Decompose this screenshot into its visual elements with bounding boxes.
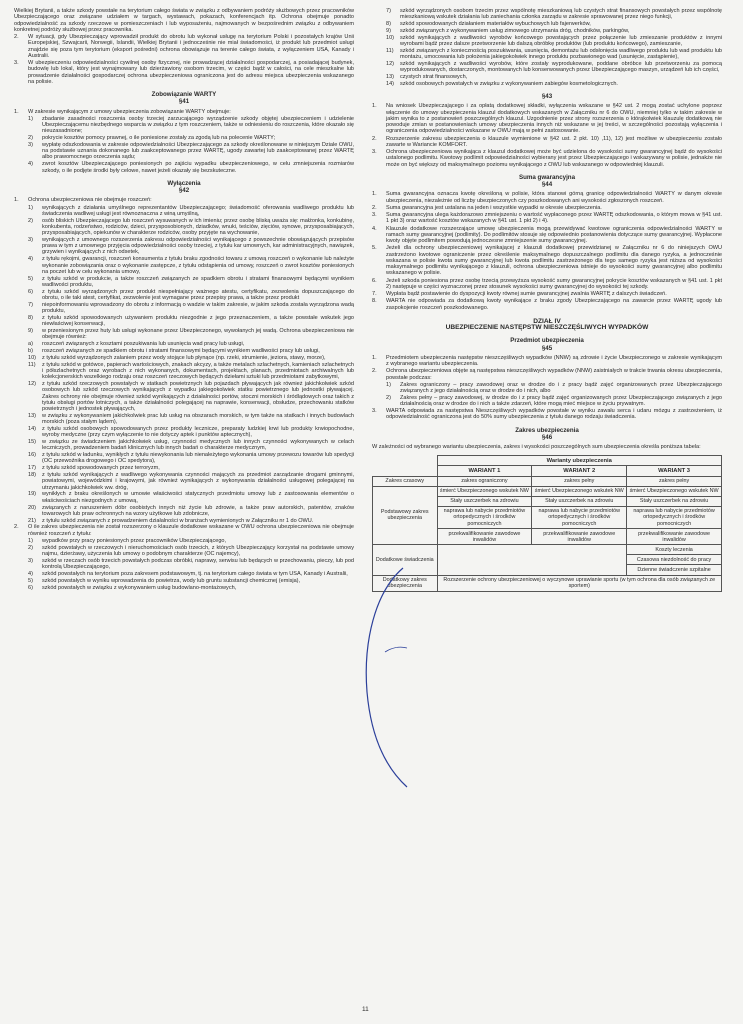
handwritten-annotation: [355, 562, 415, 792]
list-item: [372, 245, 722, 276]
item-number: 7.: [372, 291, 377, 298]
sub-item: [14, 315, 354, 328]
sub-item: [372, 35, 722, 48]
sub-number: 14): [386, 80, 395, 87]
list-item: [372, 212, 722, 225]
sub-text: zwrot kosztów Ubezpieczającego poniesionych po zajściu wypadku ubezpieczeniowego, w celu zmniejszenia rozmiarów szkody, o ile podjęte środki były celowe, nawet jeżeli okazały się bezskuteczne.: [42, 161, 354, 174]
item-number: 1.: [14, 197, 19, 204]
item-text: Suma gwarancyjna oznacza kwotę określoną w polisie, która stanowi górną granicę odpowiedzialności WARTY w danym okresie ubezpieczenia, niezależnie od liczby ubezpieczonych czy poszkodowanych ani wysokości zgłoszonych roszczeń.: [386, 191, 722, 204]
item-number: 3.: [372, 408, 377, 415]
sub-text: z tytułu szkód rzeczowych powstałych w statkach powietrznych lub pojazdach pływających jak również jakichkolwiek szkód osobowych lub szkód rzeczowych wynikających z wypadku jakiegokolwiek statku powietrznego lub jednostki pływającej. Zakres ochrony nie obejmuje również szkód wynikających z działalności portów, stoczni morskich i śródlądowych oraz takich z tytułu obsługi portów lotniczych, a także działalności polegającej na naprawie, konserwacji, obsłudze, przechowaniu statków powietrznych i jednostek pływających,: [42, 381, 354, 412]
sub-number: 12): [386, 60, 395, 67]
sub-number: 5): [28, 577, 33, 584]
item-text: W zakresie wynikającym z umowy ubezpieczenia zobowiązanie WARTY obejmuje:: [28, 108, 231, 115]
sub-text: wypłatę odszkodowania w zakresie odpowiedzialności Ubezpieczającego za szkody określonowane w niniejszym Dziale OWU, na podstawie uznania dokonanego lub zaakceptowanego przez WARTĘ, ugody zawartej lub zaakceptowanej przez WARTĘ albo prawomocnego orzeczenia sądu;: [42, 141, 354, 161]
sub-number: 19): [28, 491, 37, 498]
sub-item: [14, 256, 354, 275]
sub-number: 12): [28, 381, 37, 387]
sub-item: [14, 538, 354, 544]
sub-text: szkód związanych z koniecznością poszukiwania, usunięcia, demontażu lub odsłonięcia wadliwego produktu lub wad produktu lub montażu, umocowania lub położenia jakiegokolwiek innego produktu pozbawionego wad (usunięcie, zastąpienie),: [400, 47, 722, 61]
item-text: W ubezpieczeniu odpowiedzialności cywilnej osoby fizycznej, nie prowadzącej działalności gospodarczej, a posiadającej budynek, budowlę lub lokal, który jest wynajmowany lub dzierżawiony osobom trzecim, w części bądź w całości, na cele mieszkalne lub prowadzenie działalności gospodarczej ochrona ubezpieczeniowa ograniczona jest do adresu miejsca ubezpieczenia wskazanego na polisie.: [28, 60, 354, 85]
sub-number: 7): [28, 301, 33, 308]
sub-text: szkód powstałych w wyniku wprowadzenia do powietrza, wody lub gruntu substancji chemicznej (emisja),: [42, 577, 301, 584]
row-label: Podstawowy zakres ubezpieczenia: [373, 486, 438, 545]
table-cell: zakres pełny: [627, 476, 722, 486]
list-item: [372, 136, 722, 149]
item-text: Jeżeli dla ochrony ubezpieczeniowej wynikającej z klauzuli dodatkowej przewidzianej w Załączniku nr 6 do niniejszych OWU zastrzeżono kwotowe ograniczenie przez określenie maksymalnego dopuszczalnego podlimitu dla danego ryzyka, a jednocześnie wskazana w polisie kwota sumy gwarancyjnej lub kwota podlimitu zastrzeżonego dla tego samego ryzyka jest niższa od wysokości maksymalnego podlimitu wynikającego z klauzuli, ochrona ubezpieczeniowa istnieje do wysokości sumy gwarancyjnej albo podlimitu wskazanego w polisie.: [386, 245, 722, 277]
sub-number: a): [28, 341, 33, 348]
sub-item: [14, 545, 354, 558]
table-empty-cell: [437, 565, 627, 575]
item-number: 2.: [372, 368, 377, 375]
sub-item: [14, 558, 354, 571]
sub-text: pokrycie kosztów pomocy prawnej, o ile poniesione zostały za zgodą lub na polecenie WARTY;: [42, 135, 276, 142]
item-text: Przedmiotem ubezpieczenia następstw nieszczęśliwych wypadków (NNW) są zdrowie i życie Ubezpieczonego w zakresie wynikającym z wybranego wariantu ubezpieczenia.: [386, 354, 722, 368]
sub-number: 10): [28, 354, 37, 361]
page-number: 11: [362, 1006, 369, 1013]
row-label: Zakres czasowy: [373, 476, 438, 486]
variants-group-header: Warianty ubezpieczenia: [437, 456, 722, 466]
sub-item: [372, 21, 722, 27]
item-text: O ile zakres ubezpieczenia nie został rozszerzony o klauzule dodatkowe wskazane w OWU ochrona ubezpieczeniowa nie obejmuje również roszczeń z tytułu:: [28, 524, 354, 537]
sub-number: 11): [28, 361, 36, 368]
sub-number: 4): [28, 570, 33, 577]
sub-text: w związku ze świadczeniem jakichkolwiek usług, czynności medycznych lub innych czynności wykonywanych w celach leczniczych, prowadzeniem badań klinicznych lub innych badań o charakterze medycznym,: [42, 439, 354, 452]
sub-number: 15): [28, 439, 37, 446]
table-cell: przekwalifikowanie zawodowe inwalidów: [437, 529, 532, 545]
list-item: [372, 355, 722, 368]
table-cell: Rozszerzenie ochrony ubezpieczeniowej o wyczynowe uprawianie sportu (w tym ochrona dla osób związanych ze sportem): [437, 575, 722, 591]
sub-number: 9): [386, 27, 391, 34]
sub-item: [14, 348, 354, 354]
sub-item: [14, 218, 354, 237]
sub-item: [14, 341, 354, 347]
sub-text: z tytułu szkód związanych z prowadzeniem działalności w branżach wymienionych w Załączniku nr 1 do OWU.: [42, 517, 314, 524]
sub-text: w przeniesionym przez huty lub usługi wykonane przez Ubezpieczonego, wywołanych jej wadą. Ochrona ubezpieczeniowa nie obejmuje również:: [42, 328, 354, 341]
table-cell: zakres ograniczony: [437, 476, 532, 486]
list-item: [372, 368, 722, 381]
sub-item: [14, 571, 354, 577]
sub-item: [14, 585, 354, 591]
sub-text: szkód spowodowanych działaniem materiałów wybuchowych lub fajerwerków,: [400, 21, 591, 28]
sub-text: z tytułu szkód w produkcie, a także roszczeń związanych ze spadkiem obrotu i stratami finansowymi będącymi wynikiem wadliwości produktu,: [42, 275, 354, 288]
table-cell: przekwalifikowanie zawodowe inwalidów: [627, 529, 722, 545]
sub-item: [14, 452, 354, 465]
sub-number: 3): [28, 557, 33, 564]
sub-item: [14, 328, 354, 341]
item-text: Ochrona ubezpieczeniowa objęte są następstwa nieszczęśliwych wypadków (NNW) zaistniałych w trakcie trwania okresu ubezpieczenia, powstałe podczas:: [386, 368, 722, 381]
sub-number: 1): [386, 381, 391, 388]
table-cell: Stały uszczerbek na zdrowiu: [532, 496, 627, 506]
sub-text: szkód osobowych powstałych w związku z wykonywaniem zabiegów kosmetologicznych.: [400, 80, 618, 87]
sub-item: [14, 362, 354, 381]
sub-number: 2): [28, 544, 33, 551]
item-number: 1.: [372, 103, 377, 110]
item-number: 3.: [372, 212, 377, 219]
item-number: 5.: [372, 245, 377, 252]
sub-item: [14, 413, 354, 426]
table-cell: śmierć Ubezpieczonego wskutek NW: [627, 486, 722, 496]
table-cell: Stały uszczerbek na zdrowiu: [627, 496, 722, 506]
sub-number: 21): [28, 517, 37, 524]
item-number: 1.: [14, 108, 19, 115]
sub-text: z tytułu szkód wynikających z wadliwego wykonywania czynności mających za przedmiot zarządzanie drogami gminnymi, powiatowymi, wojewódzkimi i krajowymi, jak również wynikających z wykonywania działalności usługowej polegającej na utrzymaniu jakichkolwiek ww. dróg,: [42, 472, 354, 491]
item-number: 3.: [372, 149, 377, 156]
section-title: Przedmiot ubezpieczenia: [510, 337, 584, 345]
section-number: §44: [541, 181, 553, 189]
chapter-title: UBEZPIECZENIE NASTĘPSTW NIESZCZĘŚLIWYCH WYPADKÓW: [445, 324, 649, 332]
list-item: [372, 278, 722, 291]
sub-text: szkód wynikających z wadliwości wyrobów, które zostały wyprodukowane, poddane obróbce lub przetworzeniu za pomocą wyprodukowanych, dostarczonych, montowanych lub konserwowanych przez Ubezpieczającego maszyn, urządzeń lub ich części,: [400, 60, 722, 74]
list-item: [14, 109, 354, 115]
variant-1-header: WARIANT 1: [437, 466, 532, 476]
table-empty-cell: [437, 555, 627, 565]
sub-item: [372, 395, 722, 408]
sub-number: 13): [386, 74, 395, 81]
section-title: Suma gwarancyjna: [518, 173, 576, 181]
sub-text: szkód wynikających z wadliwości wyrobów końcowego powstających przez połączenie lub zmieszanie produktów z innymi wyrobami bądź przez dalsze przetworzenie lub dalszą obróbkę produktów (lub produktu końcowego), zamieszanie,: [400, 34, 722, 48]
sub-item: [372, 61, 722, 74]
sub-number: 16): [28, 452, 37, 459]
variant-3-header: WARIANT 3: [627, 466, 722, 476]
section-number: §46: [541, 433, 553, 441]
sub-text: szkód związanych z wykonywaniem usług zimowego utrzymania dróg, chodników, parkingów,: [400, 27, 630, 34]
item-text: W sytuacji, gdy Ubezpieczający wprowadził produkt do obrotu lub wykonał usługę na terytorium Polski i pozostałych krajów Unii Europejskiej, Szwajcarii, Norwegii, Islandii, Wielkiej Brytanii i jednocześnie nie miał świadomości, iż produkt lub przedmiot usługi znajdzie się poza tym terytorium (eksport pośredni) ochrona obowiązuje na terenie całego świata, z wyłączeniem USA, Kanady i Australii.: [28, 34, 354, 59]
section-number: §42: [178, 187, 190, 195]
list-item: [372, 226, 722, 245]
table-cell: przekwalifikowanie zawodowe inwalidów: [532, 529, 627, 545]
table-cell: Stały uszczerbek na zdrowiu: [437, 496, 532, 506]
sub-text: z tytułu szkód w gotówce, papierach wartościowych, znakach akcyzy, a także metalach szlachetnych, kamieniach szlachetnych i półszlachetnych oraz wyrobach z nich wykonanych, dokumentach, projektach, planach, przedmiotach archiwalnych lub kolekcjonerskich wszelkiego rodzaju oraz roszczeń rzeczowych będących dziełami sztuki lub przedmiotami zabytkowymi,: [42, 361, 354, 381]
item-number: 6.: [372, 277, 377, 284]
table-cell: śmierć Ubezpieczonego wskutek NW: [437, 486, 532, 496]
sub-item: [14, 161, 354, 174]
left-column: [14, 8, 354, 592]
sub-item: [14, 578, 354, 584]
sub-number: 13): [28, 412, 37, 419]
sub-text: szkód w rzeczach osób trzecich powstałych podczas obróbki, naprawy, serwisu lub będących w przechowaniu, pieczy, lub pod kontrolą Ubezpieczającego,: [42, 557, 354, 571]
table-cell: naprawa lub nabycie przedmiotów ortopedycznych i środków pomocniczych: [532, 506, 627, 528]
sub-text: z tytułu szkód osobowych spowodowanych przez produkty lecznicze, preparaty ludzkiej krwi lub produkty krwiopochodne, wyroby medyczne (przy czym wyłączenie to nie dotyczy aptek i punktów aptecznych),: [42, 425, 354, 439]
item-text: Suma gwarancyjna jest ustalana na jeden i wszystkie wypadki w okresie ubezpieczenia.: [386, 204, 602, 211]
table-cell: naprawa lub nabycie przedmiotów ortopedycznych i środków pomocniczych: [437, 506, 532, 528]
sub-item: [14, 518, 354, 524]
sub-item: [372, 8, 722, 21]
sub-number: 6): [28, 584, 33, 591]
item-text: WARTA odpowiada za następstwa Nieszczęśliwych wypadków powstałe w wyniku zawału serca i udaru mózgu z zastrzeżeniem, iż odpowiedzialność ograniczona jest do 50% sumy ubezpieczenia z tytułu danego rodzaju świadczenia.: [386, 408, 722, 421]
sub-text: z tytułu szkód w ładunku, wynikłych z tytułu niewykonania lub nienależytego wykonania umowy przewozu towarów lub spedycji (OC przewoźnika drogowego i OC spedytora),: [42, 452, 354, 465]
sub-text: z tytułu szkód spowodowanych używaniem produktu niezgodnie z jego przeznaczeniem, a także powstałe wskutek jego niewłaściwej konserwacji,: [42, 314, 354, 328]
list-item: [372, 298, 722, 311]
sub-text: czystych strat finansowych,: [400, 74, 468, 81]
item-text: Jeżeli szkoda poniesiona przez osobę trzecią przewyższa wysokość sumy gwarancyjnej pokrycie kosztów wskazanych w §41 ust. 1 pkt 2) następuje w części wyznaczonej przez stosunek wysokości sumy gwarancyjnej do wysokości tej szkody.: [386, 277, 722, 290]
sub-number: 8): [386, 21, 391, 28]
item-number: 1.: [372, 191, 377, 198]
sub-item: [14, 237, 354, 256]
sub-item: [14, 205, 354, 218]
sub-number: 2): [28, 217, 33, 224]
sub-number: 4): [28, 256, 33, 263]
sub-item: [14, 355, 354, 361]
table-cell: naprawa lub nabycie przedmiotów ortopedycznych i środków pomocniczych: [627, 506, 722, 528]
item-number: 2.: [372, 204, 377, 211]
sub-number: 2): [28, 135, 33, 142]
table-cell: Koszty leczenia: [627, 545, 722, 555]
sub-text: wynikających z działania umyślnego reprezentantów Ubezpieczającego; świadomość oferowania wadliwego produktu lub świadczenia wadliwej usługi jest równoznaczna z winą umyślną,: [42, 204, 354, 217]
sub-text: wynikłych z braku określonych w umowie właściwości statycznych przedmiotu umowy lub z zastosowania elementów o właściwościach niezgodnych z umową,: [42, 491, 354, 504]
list-item: [372, 191, 722, 204]
sub-text: związanych z naruszeniem dóbr osobistych innych niż życie lub zdrowie, a także praw autorskich, patentów, znaków towarowych lub praw ochronnych na wzory użytkowe lub zdobnicze,: [42, 504, 354, 517]
table-cell: śmierć Ubezpieczonego wskutek NW: [532, 486, 627, 496]
sub-number: b): [28, 347, 33, 354]
sub-item: [372, 81, 722, 87]
sub-number: 1): [28, 537, 33, 544]
sub-text: osób bliskich Ubezpieczającego lub roszczeń wysuwanych w ich imieniu; przez osobę bliską uważa się: małżonka, konkubinę, konkubenta, rodzeństwo, rodziców, dzieci, przysposobionych, dziadków, wnuki, teściów, zięciów, synowe, przysposabiających, przysposabiających, opiekunów w charakterze rodziców, osoby przyjęte na wychowanie,: [42, 217, 354, 237]
intro-paragraph: Wielkiej Brytanii, a także szkody powstałe na terytorium całego świata w związku z odbywaniem podróży służbowych przez pracowników Ubezpieczającego oraz związane udziałem w targach, wystawach, pokazach, konferencjach itp. Ochrona obejmuje ponadto odpowiedzialność za szkody rzeczowe w pomieszczeniach i lub wyposażeniu, najmowanych w bezpośrednim związku z odbywaniem konkretnej podróży służbowej przez pracownika.: [14, 8, 354, 33]
item-number: 2.: [14, 524, 19, 531]
sub-item: [14, 302, 354, 315]
item-text: Suma gwarancyjna ulega każdorazowo zmniejszeniu o wartość wypłaconego przez WARTĘ odszkodowania, o którym mowa w §41 ust. 1 pkt 3) oraz wartość kosztów wskazanych w §41 ust. 1 pkt 2) i 4).: [386, 212, 722, 225]
sub-text: w związku z wykonywaniem jakichkolwiek prac lub usług na obszarach morskich, w tym także na statkach i innych budowlach morskich (poza stałym lądem),: [42, 412, 354, 426]
variant-2-header: WARIANT 2: [532, 466, 627, 476]
sub-item: [14, 135, 354, 141]
sub-item: [372, 382, 722, 395]
sub-text: roszczeń związanych z kosztami poszukiwania lub usunięcia wad pracy lub usługi,: [42, 341, 245, 348]
sub-number: 2): [386, 395, 391, 401]
table-corner: [373, 456, 438, 466]
sub-item: [14, 465, 354, 471]
sub-text: zbadanie zasadności roszczenia osoby trzeciej zarzucającego wyrządzenie szkody objętej ubezpieczeniem i udzielenie Ubezpieczającemu niezbędnego wsparcia w związku z tym roszczeniem, także w odniesieniu do roszczenia, które okazało się nieuzasadnione;: [42, 115, 354, 135]
item-number: 3.: [14, 60, 19, 66]
table-empty-cell: [437, 545, 627, 555]
list-item: [14, 524, 354, 537]
sub-text: wypadków przy pracy poniesionych przez pracowników Ubezpieczającego,: [42, 537, 227, 544]
table-corner: [373, 466, 438, 476]
list-item: [14, 60, 354, 85]
sub-item: [14, 276, 354, 289]
sub-item: [372, 74, 722, 80]
table-cell: Dzienne świadczenie szpitalne: [627, 565, 722, 575]
sub-number: 20): [28, 504, 37, 511]
sub-text: z tytułu szkód spowodowanych przez terroryzm,: [42, 465, 160, 472]
row-label: Dodatkowy zakres ubezpieczenia: [373, 575, 438, 591]
sub-text: z tytułu rękojmi, gwarancji, roszczeń konsumenta z tytułu braku zgodności towaru z umową roszczeń o wykonanie lub należyte wykonanie zobowiązania oraz o wykonanie zastępcze, z tytułu odstąpienia od umowy, roszczeń o zwrot kosztów poniesionych na poczet lub w celu wykonania umowy,: [42, 256, 354, 275]
sub-number: 10): [386, 34, 395, 41]
item-number: 1.: [372, 354, 377, 361]
sub-text: szkód powstałych na terytorium poza zakresem podstawowym, tj. na terytorium całego świata w tym USA, Kanady i Australii,: [42, 570, 348, 577]
item-number: 4.: [372, 225, 377, 232]
sub-text: z tytułu szkód wyrządzonych przez produkt niespełniający ważnego atestu, certyfikatu, zezwolenia dopuszczającego do obrotu, o ile taki atest, certyfikat, zezwolenie jest wymagane przez przepisy prawa, a także przez produkt: [42, 288, 354, 301]
sub-item: [14, 116, 354, 135]
item-text: Rozszerzenie zakresu ubezpieczenia o klauzule wymienione w §42 ust. 2 pkt. 10) ,11), 12) jest możliwe w ubezpieczeniu zostało zawarte w Wariancie KOMFORT.: [386, 135, 722, 148]
section-title: Wyłączenia: [167, 179, 201, 187]
section-title: Zobowiązanie WARTY: [151, 91, 217, 98]
sub-item: [14, 472, 354, 491]
sub-number: 3): [28, 141, 33, 148]
sub-item: [14, 491, 354, 504]
item-text: Klauzule dodatkowe rozszerzające umowę ubezpieczenia mogą przewidywać kwotowe ograniczenia odpowiedzialności WARTY w ramach sumy gwarancyjnej (podlimity). Do podlimitów stosuje się odpowiednio postanowienia dotyczące sumy gwarancyjnej. Wypłacone kwoty objęte podlimitem powodują jednoczesne zmniejszenie sumy gwarancyjnej.: [386, 225, 722, 245]
item-text: Wypłata bądź postawienie do dyspozycji kwoty równej sumie gwarancyjnej zwalnia WARTĘ z dalszych świadczeń.: [386, 291, 667, 298]
sub-item: [372, 28, 722, 34]
item-number: 2.: [372, 135, 377, 142]
item-text: Na wniosek Ubezpieczającego i za opłatą dodatkowej składki, wyłączenia wskazane w §42 ust. 2 mogą zostać uchylone poprzez włączenie do umowy ubezpieczenia klauzul dodatkowych wskazanych w Załączniku nr 6 do OWU, niemniej tylko w takim zakresie w jakim wynika to z postanowień poszczególnych klauzul. Uzgodnienie przez strony rozszerzenia o którąkolwiek klauzulę dodatkową nie powoduje zmian w postanowieniach umowy ubezpieczenia innych niż wskazane w jej treści, w szczególności pozostają wyłączenia i ograniczenia odpowiedzialności wskazane w OWU mają w pełni zastosowanie.: [386, 103, 722, 135]
sub-text: niepoinformowaniu wprowadzony do obrotu z informacją o wadzie w takim zakresie, w jakim szkoda została wyrządzona wadą produktu,: [42, 301, 354, 315]
list-item: [14, 34, 354, 59]
sub-number: 11): [386, 47, 394, 54]
sub-text: roszczeń związanych ze spadkiem obrotu i stratami finansowymi będącymi wynikiem wadliwości pracy lub usługi,: [42, 347, 320, 354]
sub-number: 1): [28, 204, 33, 211]
sub-text: Zakres ograniczony – pracy zawodowej oraz w drodze do i z pracy bądź zajęć organizowanych przez Ubezpieczającego związanych z jego działalnością oraz w drodze do i nich, albo: [400, 381, 722, 395]
item-text: WARTA nie odpowiada za dodatkową kwoty wynikające z braku zgody Ubezpieczającego na zawarcie przez WARTĘ ugody lub zaspokojenie roszczeń poszkodowanego.: [386, 298, 722, 311]
item-text: Ochrona ubezpieczeniowa nie obejmuje roszczeń:: [28, 197, 152, 204]
table-cell: zakres pełny: [532, 476, 627, 486]
sub-number: 6): [28, 288, 33, 295]
sub-item: [14, 505, 354, 518]
table-cell: Czasowa niezdolność do pracy: [627, 555, 722, 565]
sub-item: [14, 439, 354, 452]
section-title: Zakres ubezpieczenia: [515, 426, 579, 434]
sub-item: [14, 426, 354, 439]
sub-number: 3): [28, 236, 33, 243]
sub-number: 5): [28, 275, 33, 282]
sub-number: 1): [28, 115, 33, 122]
sub-text: wynikających z umownego rozszerzenia zakresu odpowiedzialności wynikającego z powszechnie obowiązujących przepisów prawa w tym z umownego przyjęcia odpowiedzialności osoby trzeciej, z tytułu kar umownych, kar administracyjnych, nawiązek, grzywien i wynikających z nich odsetek,: [42, 236, 354, 256]
sub-number: 14): [28, 425, 37, 432]
section-number: §43: [541, 93, 553, 101]
sub-number: 8): [28, 314, 33, 321]
sub-item: [372, 48, 722, 61]
section-number: §45: [541, 344, 553, 352]
sub-item: [14, 381, 354, 412]
sub-number: 9): [28, 328, 33, 335]
sub-text: szkód wyrządzonych osobom trzecim przez wspólnotę mieszkaniową lub czystych strat finansowych powstałych przez wspólnotę mieszkaniową wskutek działania lub zaniechania członka zarządu w zakresie sprawowanej przez niego funkcji,: [400, 8, 722, 21]
sub-item: [14, 289, 354, 302]
section-number: §41: [178, 98, 190, 106]
row-label: Dodatkowe świadczenia: [373, 545, 438, 575]
sub-number: 17): [28, 465, 37, 472]
list-item: [372, 205, 722, 211]
sub-item: [14, 142, 354, 161]
list-item: [372, 149, 722, 168]
chapter-label: DZIAŁ IV: [533, 317, 561, 325]
sub-number: 18): [28, 472, 37, 479]
item-number: 2.: [14, 34, 19, 40]
sub-number: 4): [28, 161, 33, 168]
sub-text: szkód powstałych w rzeczowych i nieruchomościach osób trzecich, z których Ubezpieczający korzystał na podstawie umowy najmu, dzierżawy, użyczenia lub umowy o podobnym charakterze (OC najemcy),: [42, 544, 354, 558]
sub-text: z tytułu szkód wyrządzonych zalaniem przez wody stojące lub płynące (np. rzeki, strumienie, jeziora, stawy, morze),: [42, 354, 326, 361]
sub-text: szkód powstałych w związku z wykonywaniem usług budowlano-montażowych,: [42, 584, 237, 591]
item-number: 8.: [372, 298, 377, 305]
list-item: [14, 197, 354, 203]
sub-number: 7): [386, 8, 391, 14]
list-item: [372, 408, 722, 421]
right-column: [372, 8, 722, 592]
list-item: [372, 291, 722, 297]
sub-text: Zakres pełny – pracy zawodowej, w drodze do i z pracy bądź zajęć organizowanych przez Ubezpieczającego związanych z jego działalnością oraz w drodze do i nich a także zdarzeń, które mogą mieć miejsce w życiu prywatnym.: [400, 395, 722, 408]
table-intro: W zależności od wybranego wariantu ubezpieczenia, zakres i wysokości poszczególnych sum ubezpieczenia określa poniższa tabela:: [372, 444, 701, 451]
list-item: [372, 103, 722, 134]
item-text: Ochrona ubezpieczeniowa wynikająca z klauzul dodatkowej może być udzielona do wysokości sumy gwarancyjnej bądź do wysokości ustalonego podlimitu. Kwotowy podlimit odpowiedzialności wybierany jest przez Ubezpieczającego i wskazywany w polisie, jednakże nie może on być większy od maksymalnego poziomu wynikającego z OWU lub wskazanego w odpowiedniej klauzuli.: [386, 149, 722, 168]
variants-table: [372, 455, 722, 591]
